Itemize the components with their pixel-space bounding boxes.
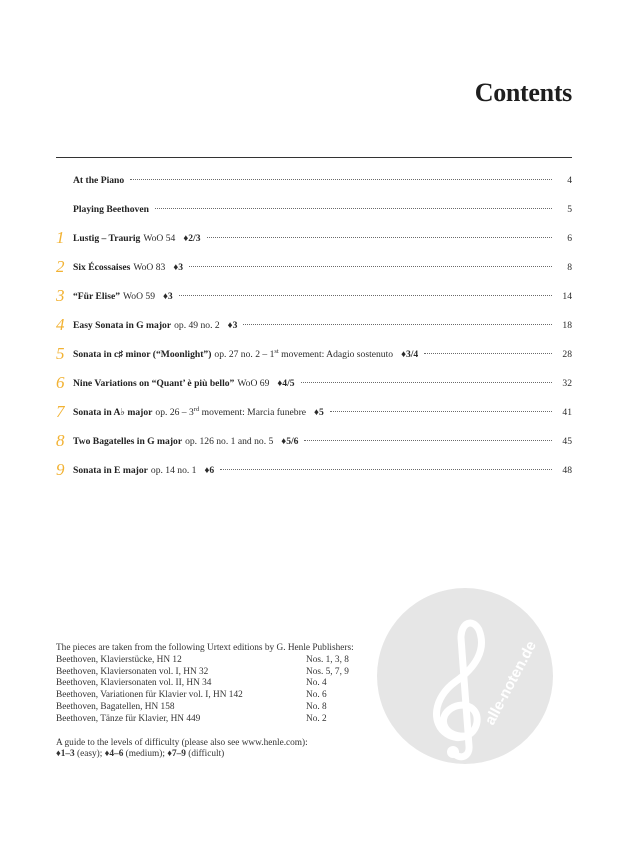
toc-entry-5[interactable] [56, 344, 572, 377]
dot-leader [301, 382, 552, 383]
ordinal-suffix: rd [193, 406, 200, 413]
difficulty-level: ♦4/5 [277, 378, 295, 389]
toc-number: 1 [56, 228, 65, 247]
toc-entry-3[interactable] [56, 286, 572, 319]
title-divider [56, 157, 572, 158]
toc-page: 4 [567, 175, 572, 186]
dot-leader [304, 440, 552, 441]
level-medium: ♦4–6 [104, 749, 124, 760]
guide-levels [56, 749, 416, 761]
toc-title: Six Écossaises [73, 262, 131, 273]
toc-details [214, 348, 393, 362]
toc-title: Lustig – Traurig [73, 233, 141, 244]
toc-page: 28 [562, 349, 572, 360]
source-edition: Beethoven, Tänze für Klavier, HN 449 [56, 713, 201, 724]
source-edition: Beethoven, Variationen für Klavier vol. I, HN 142 [56, 690, 243, 701]
difficulty-level: ♦5/6 [281, 436, 299, 447]
level-easy: ♦1–3 [56, 749, 75, 760]
toc-entry-6[interactable] [56, 373, 572, 406]
toc-page: 8 [567, 262, 572, 273]
source-numbers: Nos. 1, 3, 8 [306, 654, 349, 665]
source-edition: Beethoven, Klavierstücke, HN 12 [56, 654, 182, 665]
toc-number: 9 [56, 460, 65, 479]
toc-entry-at-the-piano[interactable] [56, 174, 572, 203]
toc-details [155, 406, 306, 420]
toc-title: Playing Beethoven [73, 204, 149, 215]
toc-page: 48 [562, 465, 572, 476]
toc-entry-1[interactable] [56, 228, 572, 261]
toc-details: WoO 83 [133, 262, 166, 273]
source-numbers: No. 6 [306, 690, 327, 701]
source-numbers: No. 8 [306, 701, 327, 712]
level-difficult: ♦7–9 [167, 749, 186, 760]
level-medium-label: (medium); [123, 749, 168, 760]
ordinal-suffix: st [274, 348, 279, 355]
toc-title: Easy Sonata in G major [73, 320, 172, 331]
dot-leader [207, 237, 552, 238]
toc-page: 18 [562, 320, 572, 331]
details-text: op. 27 no. 2 – 1 [214, 349, 275, 360]
toc-details: op. 14 no. 1 [150, 465, 197, 476]
toc-entry-2[interactable] [56, 257, 572, 290]
source-row [56, 690, 416, 702]
toc-page: 14 [562, 291, 572, 302]
source-numbers: No. 2 [306, 713, 327, 724]
toc-entry-4[interactable] [56, 315, 572, 348]
difficulty-level: ♦3/4 [401, 349, 419, 360]
toc-title: Sonata in c♯ minor (“Moonlight”) [73, 349, 212, 360]
toc-page: 45 [562, 436, 572, 447]
toc-number: 4 [56, 315, 65, 334]
toc-entry-playing-beethoven[interactable] [56, 203, 572, 232]
difficulty-level: ♦2/3 [183, 233, 201, 244]
dot-leader [130, 179, 552, 180]
toc-title: Nine Variations on “Quant’ è più bello” [73, 378, 235, 389]
source-row [56, 702, 416, 714]
toc-title: Sonata in E major [73, 465, 148, 476]
dot-leader [243, 324, 552, 325]
source-row [56, 655, 416, 667]
dot-leader [424, 353, 552, 354]
toc-page: 32 [562, 378, 572, 389]
difficulty-level: ♦6 [204, 465, 215, 476]
toc-number: 6 [56, 373, 65, 392]
difficulty-level: ♦5 [314, 407, 324, 418]
source-row [56, 714, 416, 726]
source-row [56, 667, 416, 679]
guide-intro: A guide to the levels of difficulty (please also see www.henle.com): [56, 737, 308, 748]
source-row [56, 678, 416, 690]
toc-details: WoO 69 [237, 378, 270, 389]
toc-entry-8[interactable] [56, 431, 572, 464]
watermark-text: alle-noten.de [481, 638, 540, 728]
toc-number: 7 [56, 402, 65, 421]
details-text-after: movement: Adagio sostenuto [278, 349, 394, 360]
dot-leader [220, 469, 552, 470]
sources-note [56, 643, 416, 761]
toc-number: 5 [56, 344, 65, 363]
toc-number: 2 [56, 257, 65, 276]
details-text-after: movement: Marcia funebre [199, 407, 307, 418]
toc-title: “Für Elise” [73, 291, 120, 302]
toc-title: Sonata in A♭ major [73, 407, 153, 418]
toc-details: op. 49 no. 2 [174, 320, 220, 331]
toc-page: 6 [567, 233, 572, 244]
dot-leader [330, 411, 552, 412]
toc-entry-7[interactable] [56, 402, 572, 435]
source-numbers: Nos. 5, 7, 9 [306, 666, 349, 677]
toc-page: 41 [562, 407, 572, 418]
toc-details: WoO 59 [123, 291, 156, 302]
dot-leader [189, 266, 552, 267]
table-of-contents [56, 174, 572, 493]
dot-leader [155, 208, 552, 209]
source-edition: Beethoven, Klaviersonaten vol. I, HN 32 [56, 666, 209, 677]
toc-details: op. 126 no. 1 and no. 5 [185, 436, 274, 447]
difficulty-level: ♦3 [173, 262, 184, 273]
source-numbers: No. 4 [306, 678, 327, 689]
difficulty-level: ♦3 [163, 291, 173, 302]
toc-number: 3 [56, 286, 65, 305]
dot-leader [179, 295, 552, 296]
toc-details: WoO 54 [143, 233, 176, 244]
source-edition: Beethoven, Bagatellen, HN 158 [56, 701, 175, 712]
toc-title: At the Piano [73, 175, 125, 186]
source-edition: Beethoven, Klaviersonaten vol. II, HN 34 [56, 678, 212, 689]
page-title: Contents [474, 78, 572, 107]
toc-title: Two Bagatelles in G major [73, 436, 183, 447]
details-text: op. 26 – 3 [155, 407, 194, 418]
toc-number: 8 [56, 431, 65, 450]
sources-intro: The pieces are taken from the following Urtext editions by G. Henle Publishers: [56, 643, 354, 653]
level-difficult-label: (difficult) [185, 749, 225, 760]
level-easy-label: (easy); [74, 749, 105, 760]
toc-page: 5 [567, 204, 572, 215]
difficulty-level: ♦3 [227, 320, 238, 331]
toc-entry-9[interactable] [56, 460, 572, 493]
difficulty-guide [56, 738, 416, 762]
